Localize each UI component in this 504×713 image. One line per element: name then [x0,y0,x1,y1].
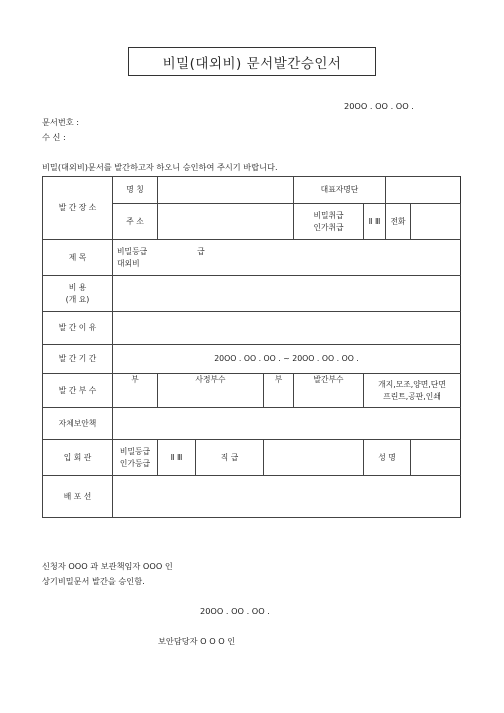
witness-grade-value: Ⅱ Ⅲ [158,440,196,476]
approval-date: 20OO . OO . OO . [200,606,270,616]
period-label: 발 간 기 간 [43,345,113,374]
distribution-value[interactable] [113,476,461,518]
name-value[interactable] [158,177,294,204]
name-label: 명 칭 [113,177,158,204]
grade-suffix: 급 [197,246,205,256]
print-copies-label: 사정부수 [158,374,264,408]
document-title: 비밀(대외비) 문서발간승인서 [128,47,376,76]
copy-types-line2: 프린트,공판,인쇄 [383,391,441,401]
subject-value[interactable] [113,240,461,276]
phone-label: 전화 [386,204,411,240]
secret-handling-line2: 인가취급 [313,222,344,232]
position-value[interactable] [264,440,364,476]
issue-copies-label: 발간부수 [294,374,364,408]
cost-label-line2: (개 요) [65,294,90,304]
security-officer-line: 보안담당자 O O O 인 [158,636,236,646]
secret-handling-value: Ⅱ Ⅲ [364,204,386,240]
recipient-label: 수 신 : [42,132,66,142]
doc-number-label: 문서번호 : [42,117,79,127]
request-text: 비밀(대외비)문서를 발간하고자 하오니 승인하여 주시기 바랍니다. [42,162,278,172]
representative-label: 대표자명단 [294,177,386,204]
cost-label [43,276,113,312]
address-label: 주 소 [113,204,158,240]
name-field-value[interactable] [411,440,461,476]
reason-value[interactable] [113,312,461,345]
secret-handling-line1: 비밀취급 [313,210,344,220]
cost-label-line1: 비 용 [68,282,87,292]
position-label: 직 급 [196,440,264,476]
copies-unit-1: 부 [113,374,158,408]
place-label: 발 간 장 소 [43,177,113,240]
witness-grade-label [113,440,158,476]
secret-grade-label: 비밀등급 [117,246,148,256]
subject-label: 제 목 [43,240,113,276]
secret-handling-label [294,204,364,240]
name-field-label: 성 명 [364,440,411,476]
reason-label: 발 간 이 유 [43,312,113,345]
period-value: 20OO . OO . OO . ~ 20OO . OO . OO . [113,345,461,374]
copies-label: 발 간 부 수 [43,374,113,408]
confidential-label: 대외비 [117,258,140,268]
cost-value[interactable] [113,276,461,312]
document-date: 20OO . OO . OO . [344,101,414,111]
self-security-value[interactable] [113,408,461,440]
self-security-label: 자체보안책 [43,408,113,440]
address-value[interactable] [158,204,294,240]
witness-label: 입 회 관 [43,440,113,476]
approval-text: 상기비밀문서 발간을 승인함. [42,576,145,586]
witness-grade-line1: 비밀등급 [119,446,151,456]
copy-types [364,374,461,408]
approval-form-table [42,176,461,518]
copies-unit-2: 부 [264,374,294,408]
witness-grade-line2: 인가등급 [119,458,151,468]
phone-value[interactable] [411,204,461,240]
representative-value[interactable] [386,177,461,204]
distribution-label: 배 포 선 [43,476,113,518]
applicant-line: 신청자 OOO 과 보관책임자 OOO 인 [42,561,173,571]
copy-types-line1: 개지,모조,양면,단면 [378,379,446,389]
